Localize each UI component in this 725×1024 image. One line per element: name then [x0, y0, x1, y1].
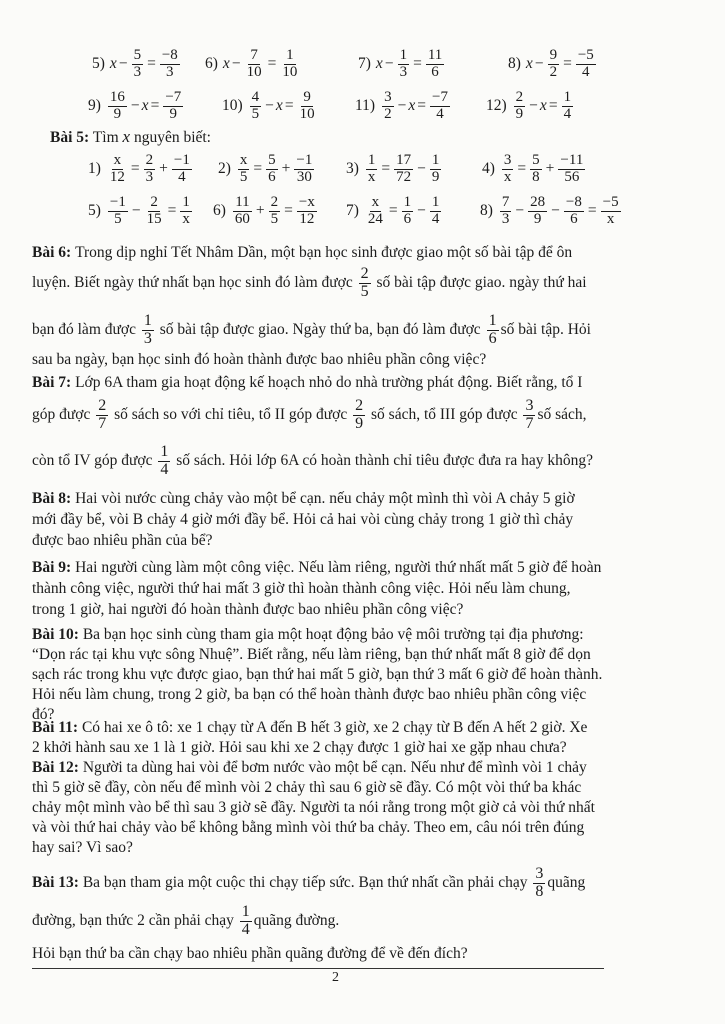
fraction: $\frac{1}{x}$ — [367, 152, 376, 185]
fraction: $\frac{3}{2}$ — [384, 89, 392, 122]
equals-sign: = — [284, 97, 294, 115]
equation-11 — [355, 90, 452, 123]
fraction: $\frac{1}{6}$ — [403, 194, 412, 227]
bai7-fraction-2: $\frac{2}{9}$ — [355, 397, 364, 432]
equation-label: 8) — [508, 55, 521, 73]
equation-label: 6) — [205, 55, 218, 73]
fraction: $\frac{-1}{30}$ — [296, 152, 313, 185]
bai10-paragraph: Bài 10: Ba bạn học sinh cùng tham gia một hoạt động bảo vệ môi trường tại địa phương: “Dọn rác tại khu vực sông Nhuệ”. Biết rằng, nếu làm riêng, bạn thứ nhất mất 8 giờ để dọn sạch rác trong khu vực được giao, bạn thứ hai mất 5 giờ, bạn thứ 3 mất 6 giờ để hoàn thành. Hỏi nếu làm chung, trong 2 giờ, ba bạn có thể hoàn thành được bao nhiêu phần công việc đó? — [32, 626, 603, 723]
footer-rule — [32, 968, 604, 969]
equals-sign: = — [563, 55, 572, 73]
bai13-line-1: Bài 13: Ba bạn tham gia một cuộc thi chạy tiếp sức. Bạn thứ nhất cần phải chạy $\frac{3}{8}$ quãng — [32, 865, 586, 900]
equation-label: 7) — [346, 202, 359, 220]
bai5-heading: Bài 5: Tìm x nguyên biết: — [50, 127, 211, 146]
variable-x: x — [408, 97, 416, 115]
equation-label: 5) — [92, 55, 105, 73]
fraction: $\frac{-7}{4}$ — [431, 89, 448, 122]
fraction: $\frac{-11}{56}$ — [560, 152, 584, 185]
fraction: $\frac{-1}{4}$ — [173, 152, 190, 185]
operator: + — [545, 160, 555, 178]
operator: − — [534, 55, 544, 73]
fraction: $\frac{3}{x}$ — [503, 152, 512, 185]
equals-sign: = — [548, 97, 558, 115]
fraction: $\frac{2}{3}$ — [145, 152, 154, 185]
fraction: $\frac{-5}{4}$ — [577, 47, 594, 80]
fraction: $\frac{x}{5}$ — [239, 152, 248, 185]
equation-label: 1) — [88, 160, 101, 178]
bai5-equation-6 — [213, 195, 319, 228]
equals-sign: = — [130, 160, 140, 178]
fraction: $\frac{5}{6}$ — [268, 152, 276, 185]
page-number: 2 — [332, 970, 339, 985]
operator: + — [281, 160, 291, 178]
fraction: $\frac{x}{24}$ — [367, 194, 383, 227]
variable-x: x — [275, 97, 283, 115]
bai5-equation-4 — [482, 153, 587, 186]
bai5-equation-8 — [480, 195, 623, 228]
fraction: $\frac{11}{6}$ — [427, 47, 443, 80]
operator: + — [255, 202, 265, 220]
equals-sign: = — [517, 160, 527, 178]
operator: − — [417, 160, 426, 178]
variable-x: x — [109, 55, 117, 73]
operator: − — [397, 97, 407, 115]
bai6-fraction-1: $\frac{2}{5}$ — [360, 265, 369, 300]
equation-label: 4) — [482, 160, 495, 178]
bai6-line-2: luyện. Biết ngày thứ nhất bạn học sinh đó làm được $\frac{2}{5}$ số bài tập được giao. ngày thứ hai — [32, 265, 587, 300]
fraction: $\frac{5}{8}$ — [532, 152, 540, 185]
equation-8 — [508, 48, 598, 81]
operator: + — [159, 160, 168, 178]
fraction: $\frac{9}{10}$ — [299, 89, 315, 122]
fraction: $\frac{1}{9}$ — [431, 152, 440, 185]
bai5-equation-2 — [218, 153, 316, 186]
equation-label: 8) — [480, 202, 493, 220]
fraction: $\frac{1}{4}$ — [431, 194, 440, 227]
fraction: $\frac{1}{10}$ — [282, 47, 298, 80]
equals-sign: = — [253, 160, 263, 178]
fraction: $\frac{5}{3}$ — [133, 47, 142, 80]
bai6-line-1: Bài 6: Trong dịp nghỉ Tết Nhâm Dần, một bạn học sinh được giao một số bài tập để ôn — [32, 244, 573, 261]
equation-6 — [205, 48, 301, 81]
bai12-paragraph: Bài 12: Người ta dùng hai vòi để bơm nước vào một bể cạn. Nếu như để mình vòi 1 chảy thì 5 giờ sẽ đầy, còn nếu để mình vòi 2 chảy thì sau 6 giờ sẽ đầy. Có một vòi thứ ba khác chảy một mình vào bể thì sau 3 giờ sẽ đầy. Người ta nói rằng trong một giờ cả vòi thứ nhất và vòi thứ hai chảy vào bể không bằng mình vòi thứ ba chảy. Theo em, câu nói trên đúng hay sai? Vì sao? — [32, 759, 595, 856]
operator: − — [118, 55, 128, 73]
equals-sign: = — [147, 55, 156, 73]
bai13-line-3: Hỏi bạn thứ ba cần chạy bao nhiêu phần quãng đường để về đến đích? — [32, 945, 468, 962]
variable-x: x — [141, 97, 149, 115]
bai6-line-4: sau ba ngày, bạn học sinh đó hoàn thành được bao nhiêu phần công việc? — [32, 351, 487, 368]
equation-9 — [88, 90, 185, 123]
equation-label: 11) — [355, 97, 376, 115]
operator: − — [515, 202, 525, 220]
equals-sign: = — [381, 160, 391, 178]
bai13-fraction-1: $\frac{3}{8}$ — [535, 865, 544, 900]
bai6-line-3: bạn đó làm được $\frac{1}{3}$ số bài tập được giao. Ngày thứ ba, bạn đó làm được $\frac{1}{6}$ số bài tập. Hỏi — [32, 312, 591, 347]
equals-sign: = — [413, 55, 422, 73]
bai5-equation-1 — [88, 153, 194, 186]
operator: − — [384, 55, 394, 73]
operator: − — [417, 202, 426, 220]
bai5-equation-3 — [346, 153, 443, 186]
fraction: $\frac{x}{12}$ — [109, 152, 125, 185]
fraction: $\frac{1}{3}$ — [399, 47, 408, 80]
fraction: $\frac{1}{4}$ — [563, 89, 572, 122]
equation-label: 6) — [213, 202, 226, 220]
equation-12 — [486, 90, 575, 123]
fraction: $\frac{1}{x}$ — [182, 194, 190, 227]
equation-label: 9) — [88, 97, 101, 115]
equation-10 — [222, 90, 319, 123]
bai7-line-3: còn tổ IV góp được $\frac{1}{4}$ số sách. Hỏi lớp 6A có hoàn thành chỉ tiêu được đưa ra hay không? — [32, 443, 593, 478]
fraction: $\frac{2}{5}$ — [270, 194, 279, 227]
bai7-line-1: Bài 7: Lớp 6A tham gia hoạt động kế hoạch nhỏ do nhà trường phát động. Biết rằng, tổ I — [32, 374, 583, 391]
operator: − — [231, 55, 241, 73]
fraction: $\frac{2}{15}$ — [146, 194, 162, 227]
bai5-equation-5 — [88, 195, 194, 228]
fraction: $\frac{-5}{x}$ — [602, 194, 619, 227]
bai6-fraction-2: $\frac{1}{3}$ — [143, 312, 152, 347]
fraction: $\frac{7}{3}$ — [501, 194, 510, 227]
equation-label: 2) — [218, 160, 231, 178]
equals-sign: = — [267, 55, 277, 73]
fraction: $\frac{28}{9}$ — [530, 194, 546, 227]
bai7-line-2: góp được $\frac{2}{7}$ số sách so với chỉ tiêu, tổ II góp được $\frac{2}{9}$ số sách, tổ III góp được $\frac{3}{7}$ số sách, — [32, 397, 587, 432]
equation-label: 12) — [486, 97, 507, 115]
equation-label: 3) — [346, 160, 359, 178]
bai9-paragraph: Bài 9: Hai người cùng làm một công việc. Nếu làm riêng, người thứ nhất mất 5 giờ để hoàn thành công việc, người thứ hai mất 3 giờ thì hoàn thành công việc. Hỏi nếu làm chung, trong 1 giờ, hai người đó hoàn thành được bao nhiêu phần công việc? — [32, 559, 602, 618]
operator: − — [529, 97, 538, 115]
fraction: $\frac{2}{9}$ — [515, 89, 524, 122]
variable-x: x — [222, 55, 230, 73]
equals-sign: = — [150, 97, 160, 115]
bai5-equation-7 — [346, 195, 443, 228]
equation-7 — [358, 48, 446, 81]
fraction: $\frac{-8}{3}$ — [161, 47, 178, 80]
bai7-fraction-4: $\frac{1}{4}$ — [160, 443, 169, 478]
equals-sign: = — [417, 97, 426, 115]
fraction: $\frac{9}{2}$ — [549, 47, 558, 80]
bai13-line-2: đường, bạn thức 2 cần phải chạy $\frac{1}{4}$ quãng đường. — [32, 903, 340, 938]
variable-x: x — [525, 55, 533, 73]
equation-label: 5) — [88, 202, 101, 220]
fraction: $\frac{-8}{6}$ — [565, 194, 582, 227]
equals-sign: = — [388, 202, 398, 220]
equals-sign: = — [167, 202, 177, 220]
equation-label: 10) — [222, 97, 243, 115]
fraction: $\frac{-1}{5}$ — [109, 194, 126, 227]
bai7-fraction-1: $\frac{2}{7}$ — [98, 397, 107, 432]
operator: − — [130, 97, 140, 115]
equals-sign: = — [284, 202, 293, 220]
fraction: $\frac{-7}{9}$ — [165, 89, 182, 122]
fraction: $\frac{16}{9}$ — [109, 89, 125, 122]
equation-label: 7) — [358, 55, 371, 73]
bai13-fraction-2: $\frac{1}{4}$ — [241, 903, 250, 938]
fraction: $\frac{7}{10}$ — [246, 47, 262, 80]
operator: − — [551, 202, 560, 220]
variable-x: x — [375, 55, 383, 73]
bai11-paragraph: Bài 11: Có hai xe ô tô: xe 1 chạy từ A đến B hết 3 giờ, xe 2 chạy từ B đến A hết 2 giờ. Xe 2 khởi hành sau xe 1 là 1 giờ. Hỏi sau khi xe 2 chạy được 1 giờ hai xe gặp nhau chưa? — [32, 719, 588, 756]
operator: − — [265, 97, 274, 115]
fraction: $\frac{11}{60}$ — [234, 194, 250, 227]
bai7-fraction-3: $\frac{3}{7}$ — [525, 397, 534, 432]
fraction: $\frac{4}{5}$ — [251, 89, 260, 122]
bai8-paragraph: Bài 8: Hai vòi nước cùng chảy vào một bể cạn. nếu chảy một mình thì vòi A chảy 5 giờ mới đầy bể, vòi B chảy 4 giờ mới đầy bể. Hỏi cả hai vòi cùng chảy trong 1 giờ thì chảy được bao nhiêu phần của bể? — [32, 490, 575, 549]
operator: − — [131, 202, 141, 220]
bai6-fraction-3: $\frac{1}{6}$ — [488, 312, 497, 347]
fraction: $\frac{17}{72}$ — [396, 152, 412, 185]
variable-x: x — [539, 97, 547, 115]
equation-5 — [92, 48, 182, 81]
equals-sign: = — [587, 202, 597, 220]
fraction: $\frac{-x}{12}$ — [298, 194, 315, 227]
